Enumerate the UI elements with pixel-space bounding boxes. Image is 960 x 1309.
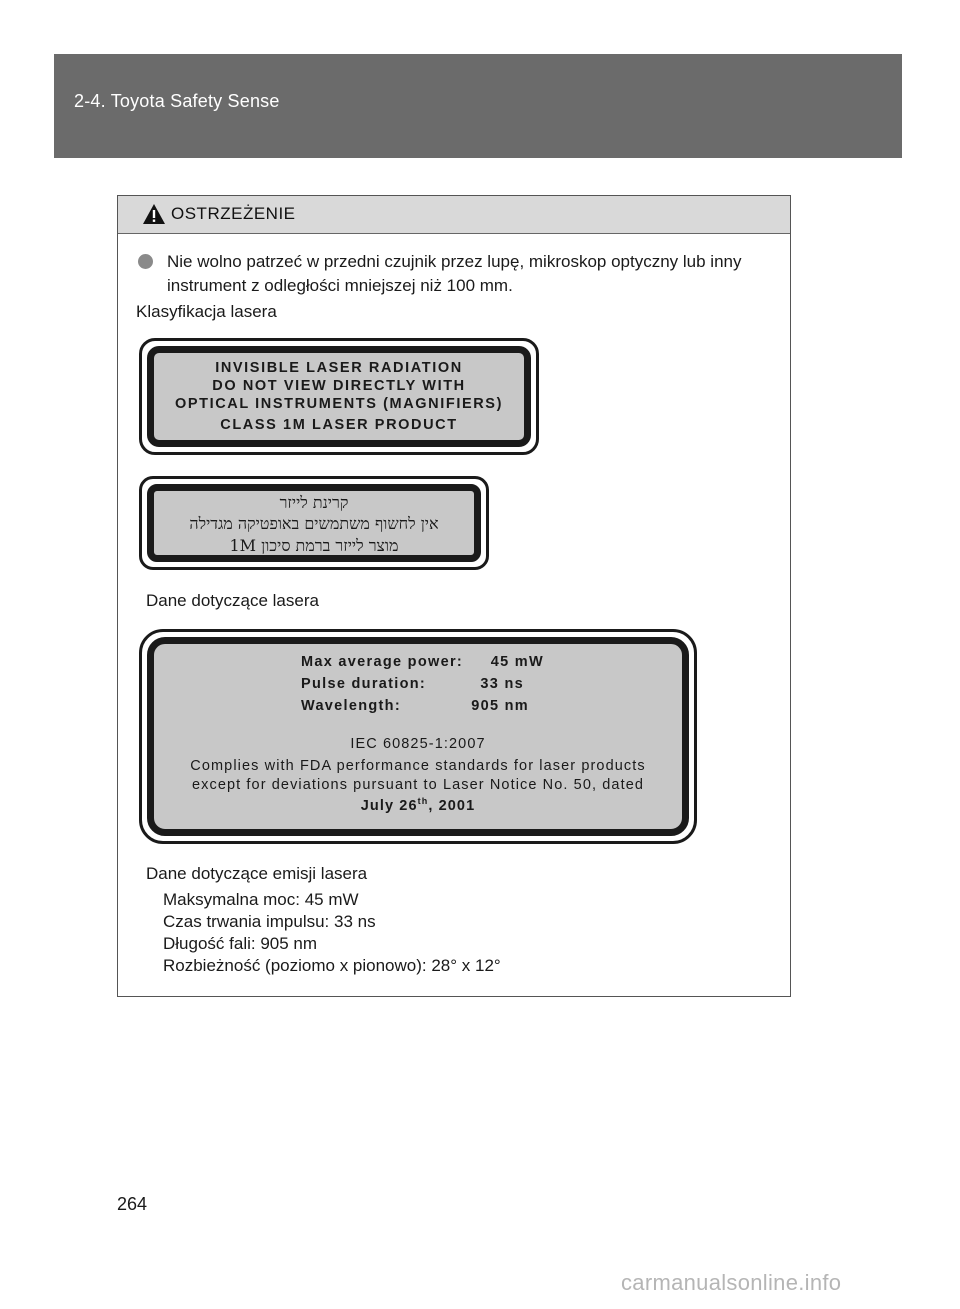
spec-wavelength-value: 905 nm [471,698,529,714]
laser-data-heading: Dane dotyczące lasera [146,591,319,610]
emission-item: Rozbieżność (poziomo x pionowo): 28° x 12° [163,956,501,975]
bullet-text: Nie wolno patrzeć w przedni czujnik przez lupę, mikroskop optyczny lub inny instrument z odległości mniejszej niż 100 mm. [167,252,742,295]
laser-label-english [139,338,539,455]
label-en-line: INVISIBLE LASER RADIATION [215,360,463,376]
compliance-line: except for deviations pursuant to Laser Notice No. 50, dated [191,777,645,793]
compliance-date-prefix: July 26 [360,797,418,814]
label-en-line: CLASS 1M LASER PRODUCT [220,417,458,433]
section-title: 2-4. Toyota Safety Sense [74,91,280,111]
spec-duration-label: Pulse duration: [301,676,427,692]
warning-triangle-icon [142,203,166,225]
classification-heading: Klasyfikacja lasera [136,302,277,321]
header-band [54,54,902,158]
laser-spec-label [139,629,697,844]
label-he-line: קרינת לייזר [279,493,349,512]
warning-title: OSTRZEŻENIE [171,204,296,223]
label-he-line: מוצר לייזר ברמת סיכון 1M [229,536,399,555]
bullet-dot-icon [138,254,153,269]
laser-label-hebrew [139,476,489,570]
label-en-line: DO NOT VIEW DIRECTLY WITH [212,378,466,394]
compliance-date-sup: th [417,796,429,806]
spec-power-value: 45 mW [490,654,544,670]
compliance-line: Complies with FDA performance standards for laser products [190,758,646,774]
spec-power-label: Max average power: [301,654,464,670]
compliance-date-suffix: , 2001 [428,797,476,814]
label-en-line: OPTICAL INSTRUMENTS (MAGNIFIERS) [174,396,504,412]
watermark: carmanualsonline.info [621,1270,842,1295]
label-he-line: אין לחשוף משתמשים באופטיקה מגדילה [189,514,439,533]
compliance-date [154,796,682,814]
compliance-standard: IEC 60825-1:2007 [350,736,486,752]
emission-heading: Dane dotyczące emisji lasera [146,864,368,883]
emission-item: Maksymalna moc: 45 mW [163,890,359,909]
spec-duration-value: 33 ns [480,676,524,692]
spec-wavelength-label: Wavelength: [301,698,401,714]
emission-item: Długość fali: 905 nm [163,934,318,953]
emission-item: Czas trwania impulsu: 33 ns [163,912,376,931]
warning-box [117,195,791,997]
warning-header [118,196,790,234]
page-number: 264 [117,1194,148,1214]
